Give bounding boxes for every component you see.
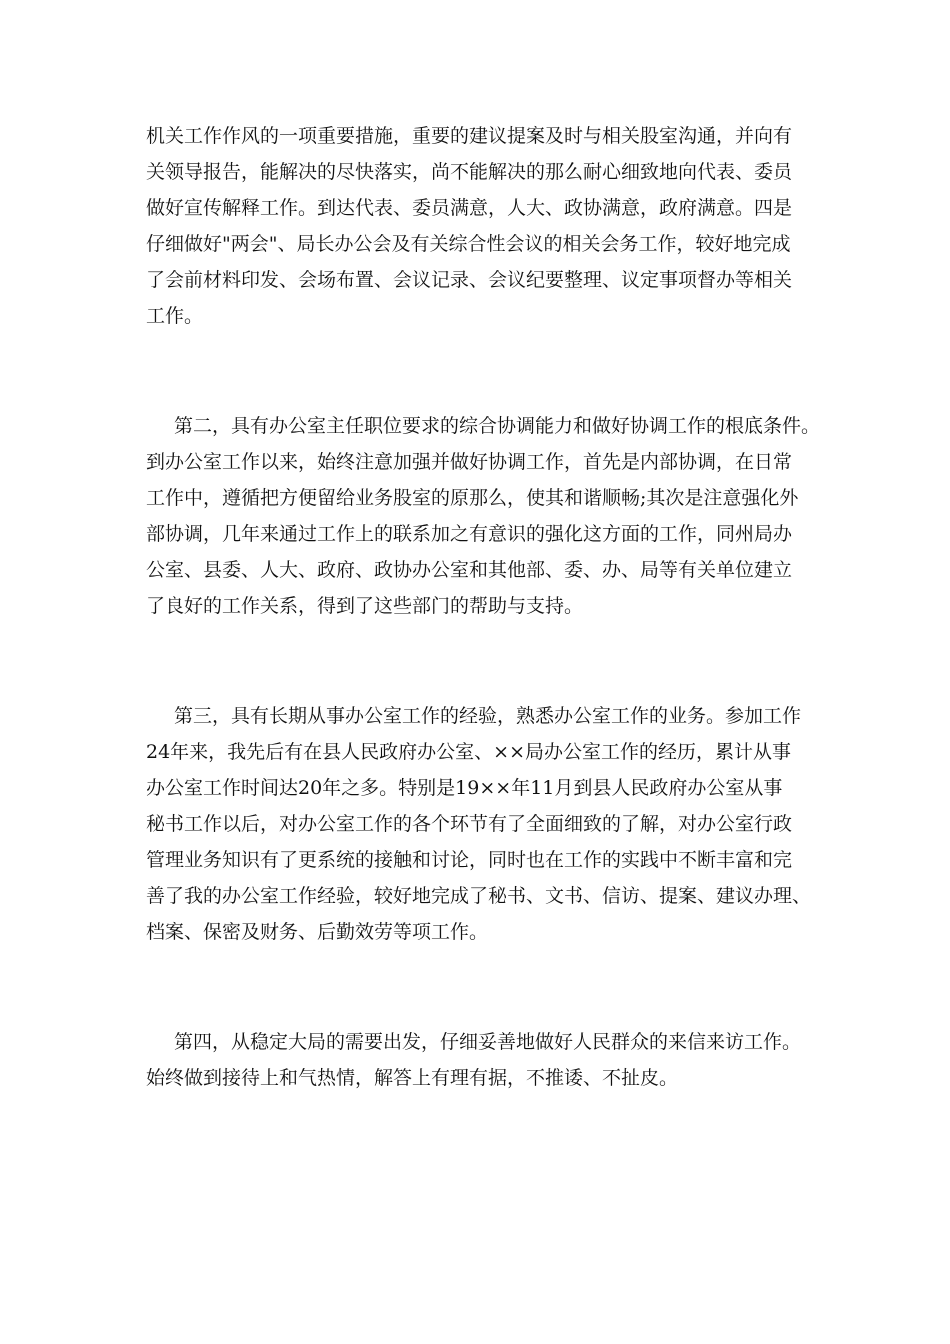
paragraph-2 bbox=[146, 408, 826, 624]
text-line: 办公室工作时间达20年之多。特别是19××年11月到县人民政府办公室从事 bbox=[146, 777, 783, 799]
text-line: 到办公室工作以来，始终注意加强并做好协调工作，首先是内部协调，在日常 bbox=[146, 451, 793, 473]
text-line: 第二，具有办公室主任职位要求的综合协调能力和做好协调工作的根底条件。 bbox=[174, 415, 821, 437]
text-line: 关领导报告，能解决的尽快落实，尚不能解决的那么耐心细致地向代表、委员 bbox=[146, 161, 793, 183]
text-line: 始终做到接待上和气热情，解答上有理有据，不推诿、不扯皮。 bbox=[146, 1067, 679, 1089]
text-line: 做好宣传解释工作。到达代表、委员满意，人大、政协满意，政府满意。四是 bbox=[146, 197, 793, 219]
text-line: 了会前材料印发、会场布置、会议记录、会议纪要整理、议定事项督办等相关 bbox=[146, 269, 793, 291]
paragraph-4 bbox=[146, 1024, 826, 1096]
text-line: 24年来，我先后有在县人民政府办公室、××局办公室工作的经历，累计从事 bbox=[146, 741, 792, 763]
text-line: 部协调，几年来通过工作上的联系加之有意识的强化这方面的工作，同州局办 bbox=[146, 523, 793, 545]
text-line: 第三，具有长期从事办公室工作的经验，熟悉办公室工作的业务。参加工作 bbox=[174, 705, 802, 727]
text-line: 机关工作作风的一项重要措施，重要的建议提案及时与相关股室沟通，并向有 bbox=[146, 125, 793, 147]
text-line: 管理业务知识有了更系统的接触和讨论，同时也在工作的实践中不断丰富和完 bbox=[146, 849, 793, 871]
text-line: 善了我的办公室工作经验，较好地完成了秘书、文书、信访、提案、建议办理、 bbox=[146, 885, 812, 907]
paragraph-3 bbox=[146, 698, 826, 950]
text-line: 公室、县委、人大、政府、政协办公室和其他部、委、办、局等有关单位建立 bbox=[146, 559, 793, 581]
text-line: 仔细做好"两会"、局长办公会及有关综合性会议的相关会务工作，较好地完成 bbox=[146, 233, 791, 255]
text-line: 第四，从稳定大局的需要出发，仔细妥善地做好人民群众的来信来访工作。 bbox=[174, 1031, 802, 1053]
text-line: 档案、保密及财务、后勤效劳等项工作。 bbox=[146, 921, 489, 943]
text-line: 工作中，遵循把方便留给业务股室的原那么，使其和谐顺畅;其次是注意强化外 bbox=[146, 487, 799, 509]
text-line: 了良好的工作关系，得到了这些部门的帮助与支持。 bbox=[146, 595, 584, 617]
paragraph-1 bbox=[146, 118, 826, 334]
text-line: 工作。 bbox=[146, 305, 204, 327]
text-line: 秘书工作以后，对办公室工作的各个环节有了全面细致的了解，对办公室行政 bbox=[146, 813, 793, 835]
